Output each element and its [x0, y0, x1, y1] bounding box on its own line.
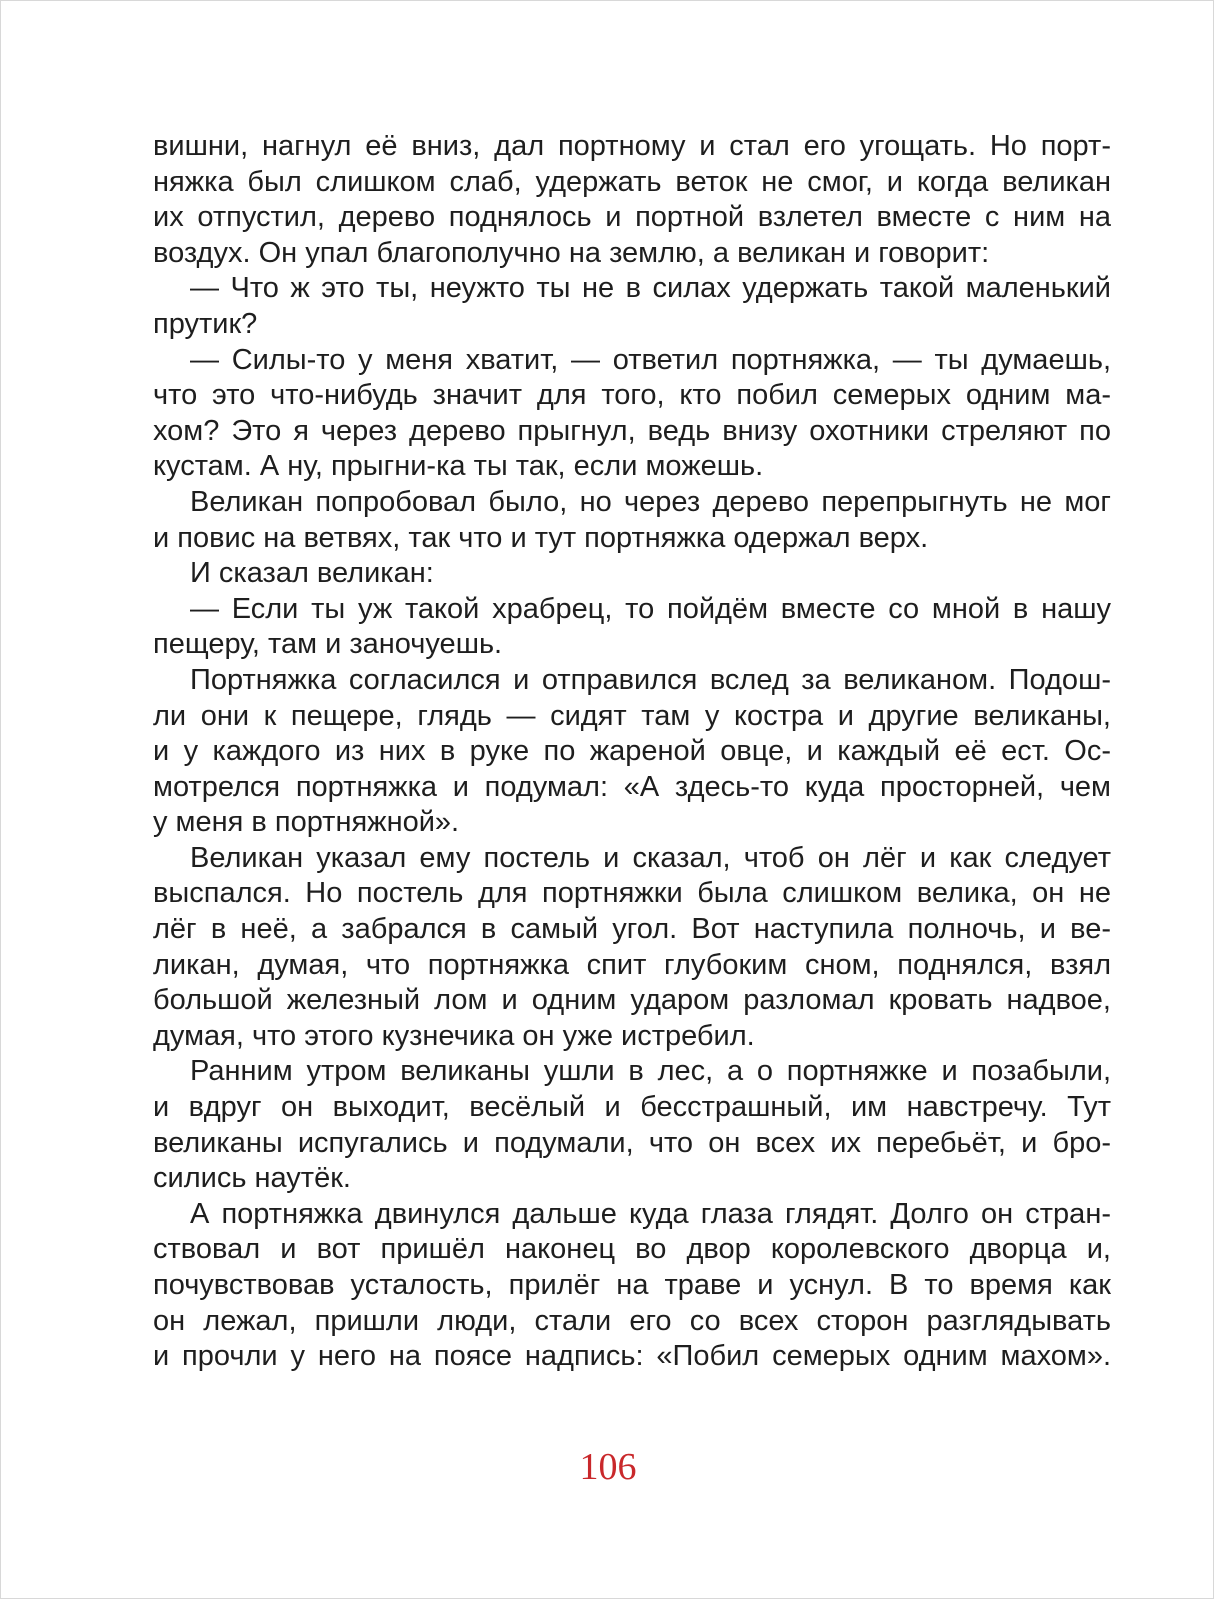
text-line: Портняжка согласился и отправился вслед за великаном. Подош- — [190, 663, 1111, 696]
text-line: воздух. Он упал благополучно на землю, а великан и говорит: — [153, 236, 990, 269]
text-line: няжка был слишком слаб, удержать веток не смог, и когда великан — [153, 165, 1111, 198]
text-line: — Что ж это ты, неужто ты не в силах удержать такой маленький — [190, 272, 1111, 305]
text-line: ликан, думая, что портняжка спит глубоким сном, поднялся, взял — [153, 948, 1111, 981]
text-line: А портняжка двинулся дальше куда глаза глядят. Долго он стран- — [190, 1197, 1111, 1230]
text-line: пещеру, там и заночуешь. — [153, 628, 503, 661]
text-line: выспался. Но постель для портняжки была слишком велика, он не — [153, 877, 1111, 910]
text-line: кустам. А ну, прыгни-ка ты так, если можешь. — [153, 450, 764, 483]
text-line: и прочли у него на поясе надпись: «Побил семерых одним махом». — [153, 1340, 1111, 1373]
text-line: вишни, нагнул её вниз, дал портному и стал его угощать. Но порт- — [153, 130, 1111, 162]
text-line: — Если ты уж такой храбрец, то пойдём вместе со мной в нашу — [190, 592, 1111, 625]
text-line: ли они к пещере, глядь — сидят там у костра и другие великаны, — [153, 699, 1111, 732]
text-line: Великан попробовал было, но через дерево перепрыгнуть не мог — [190, 485, 1111, 518]
text-line: мотрелся портняжка и подумал: «А здесь-то куда просторней, чем — [153, 770, 1111, 803]
page-number: 106 — [579, 1446, 637, 1488]
text-line: что это что-нибудь значит для того, кто побил семерых одним ма- — [153, 379, 1111, 412]
text-line: ствовал и вот пришёл наконец во двор королевского дворца и, — [153, 1233, 1111, 1266]
text-line: думая, что этого кузнечика он уже истребил. — [153, 1019, 755, 1052]
text-line: большой железный лом и одним ударом разломал кровать надвое, — [153, 984, 1111, 1017]
text-line: сились наутёк. — [153, 1162, 351, 1195]
text-line: он лежал, пришли люди, стали его со всех сторон разглядывать — [153, 1304, 1111, 1337]
text-line: хом? Это я через дерево прыгнул, ведь внизу охотники стреляют по — [153, 414, 1111, 447]
text-line: и у каждого из них в руке по жареной овце, и каждый её ест. Ос- — [153, 735, 1111, 768]
text-line: великаны испугались и подумали, что он всех их перебьёт, и бро- — [153, 1126, 1111, 1159]
text-line: И сказал великан: — [190, 557, 434, 590]
text-line: Ранним утром великаны ушли в лес, а о портняжке и позабыли, — [190, 1055, 1111, 1088]
text-line: у меня в портняжной». — [153, 806, 460, 839]
text-line: лёг в неё, а забрался в самый угол. Вот наступила полночь, и ве- — [153, 913, 1111, 946]
text-line: почувствовав усталость, прилёг на траве и уснул. В то время как — [153, 1269, 1111, 1301]
text-line: и вдруг он выходит, весёлый и бесстрашный, им навстречу. Тут — [153, 1091, 1111, 1124]
text-line: их отпустил, дерево поднялось и портной взлетел вместе с ним на — [153, 201, 1111, 234]
text-line: — Силы-то у меня хватит, — ответил портняжка, — ты думаешь, — [190, 343, 1111, 376]
text-line: и повис на ветвях, так что и тут портняжка одержал верх. — [153, 521, 929, 554]
body-text — [153, 129, 1111, 1375]
text-line: прутик? — [153, 307, 258, 340]
text-line: Великан указал ему постель и сказал, чтоб он лёг и как следует — [190, 841, 1111, 874]
